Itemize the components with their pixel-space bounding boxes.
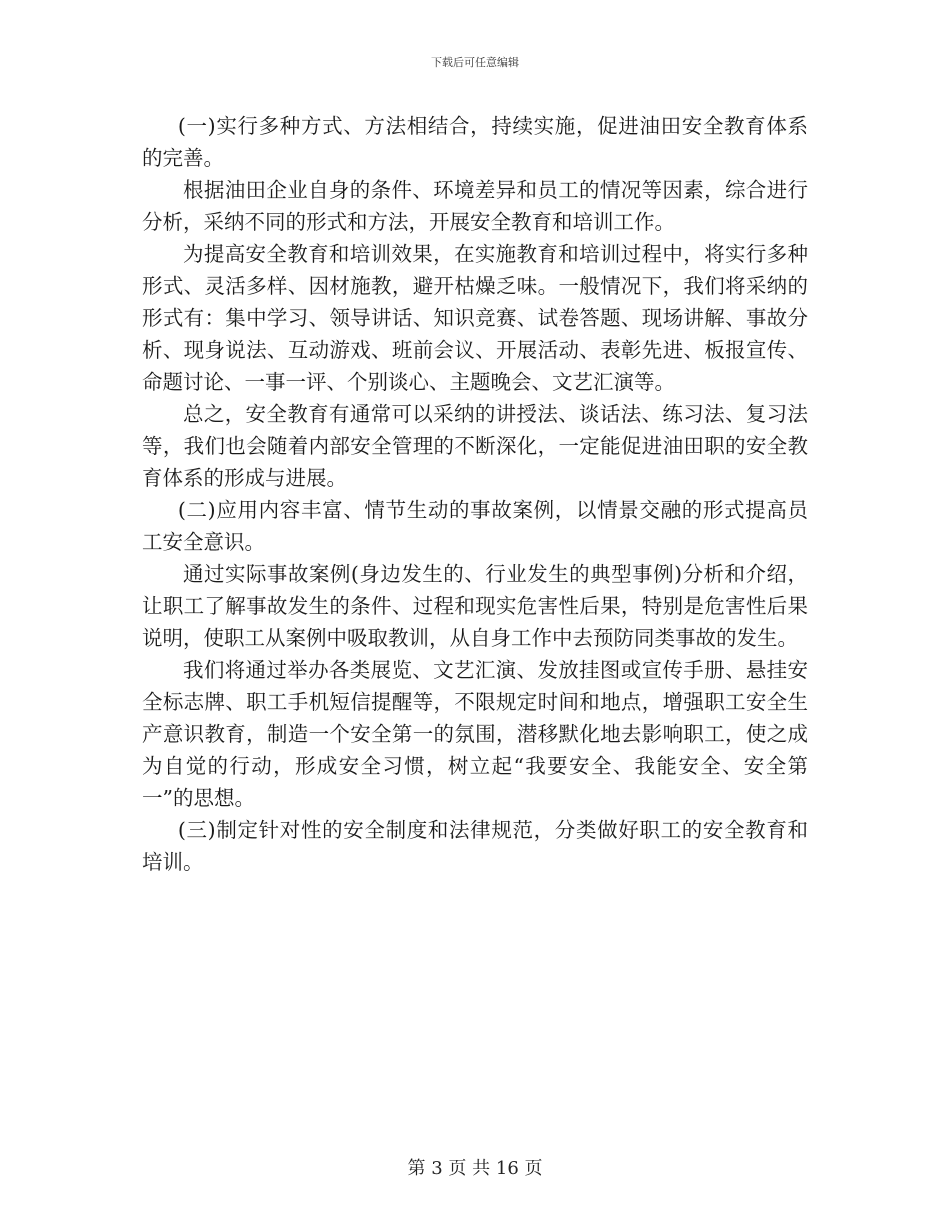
section-heading-3: (三)制定针对性的安全制度和法律规范，分类做好职工的安全教育和培训。 <box>142 818 808 874</box>
page-footer <box>0 1154 950 1180</box>
section-heading-2: (二)应用内容丰富、情节生动的事故案例，以情景交融的形式提高员工安全意识。 <box>142 498 808 554</box>
paragraph: 为提高安全教育和培训效果，在实施教育和培训过程中，将实行多种形式、灵活多样、因材施教，避开枯燥乏味。一般情况下，我们将采纳的形式有：集中学习、领导讲话、知识竞赛、试卷答题、现场讲解、事故分析、现身说法、互动游戏、班前会议、开展活动、表彰先进、板报宣传、命题讨论、一事一评、个别谈心、主题晚会、文艺汇演等。 <box>142 242 808 394</box>
section-heading-1: (一)实行多种方式、方法相结合，持续实施，促进油田安全教育体系的完善。 <box>142 114 808 170</box>
footer-total-pages: 16 <box>495 1158 519 1179</box>
page-header-note: 下载后可任意编辑 <box>431 56 519 69</box>
footer-prefix: 第 <box>407 1158 426 1179</box>
footer-page-word: 页 <box>448 1158 467 1179</box>
footer-total-word: 共 <box>472 1158 491 1179</box>
document-body <box>142 110 808 878</box>
footer-suffix: 页 <box>524 1158 543 1179</box>
paragraph: 总之，安全教育有通常可以采纳的讲授法、谈话法、练习法、复习法等，我们也会随着内部安全管理的不断深化，一定能促进油田职的安全教育体系的形成与进展。 <box>142 402 808 490</box>
paragraph: 根据油田企业自身的条件、环境差异和员工的情况等因素，综合进行分析，采纳不同的形式和方法，开展安全教育和培训工作。 <box>142 178 808 234</box>
footer-current-page: 3 <box>431 1158 443 1179</box>
paragraph: 我们将通过举办各类展览、文艺汇演、发放挂图或宣传手册、悬挂安全标志牌、职工手机短信提醒等，不限规定时间和地点，增强职工安全生产意识教育，制造一个安全第一的氛围，潜移默化地去影响职工，使之成为自觉的行动，形成安全习惯，树立起“我要安全、我能安全、安全第一”的思想。 <box>142 658 808 810</box>
paragraph: 通过实际事故案例(身边发生的、行业发生的典型事例)分析和介绍，让职工了解事故发生的条件、过程和现实危害性后果，特别是危害性后果说明，使职工从案例中吸取教训，从自身工作中去预防同类事故的发生。 <box>142 562 808 650</box>
